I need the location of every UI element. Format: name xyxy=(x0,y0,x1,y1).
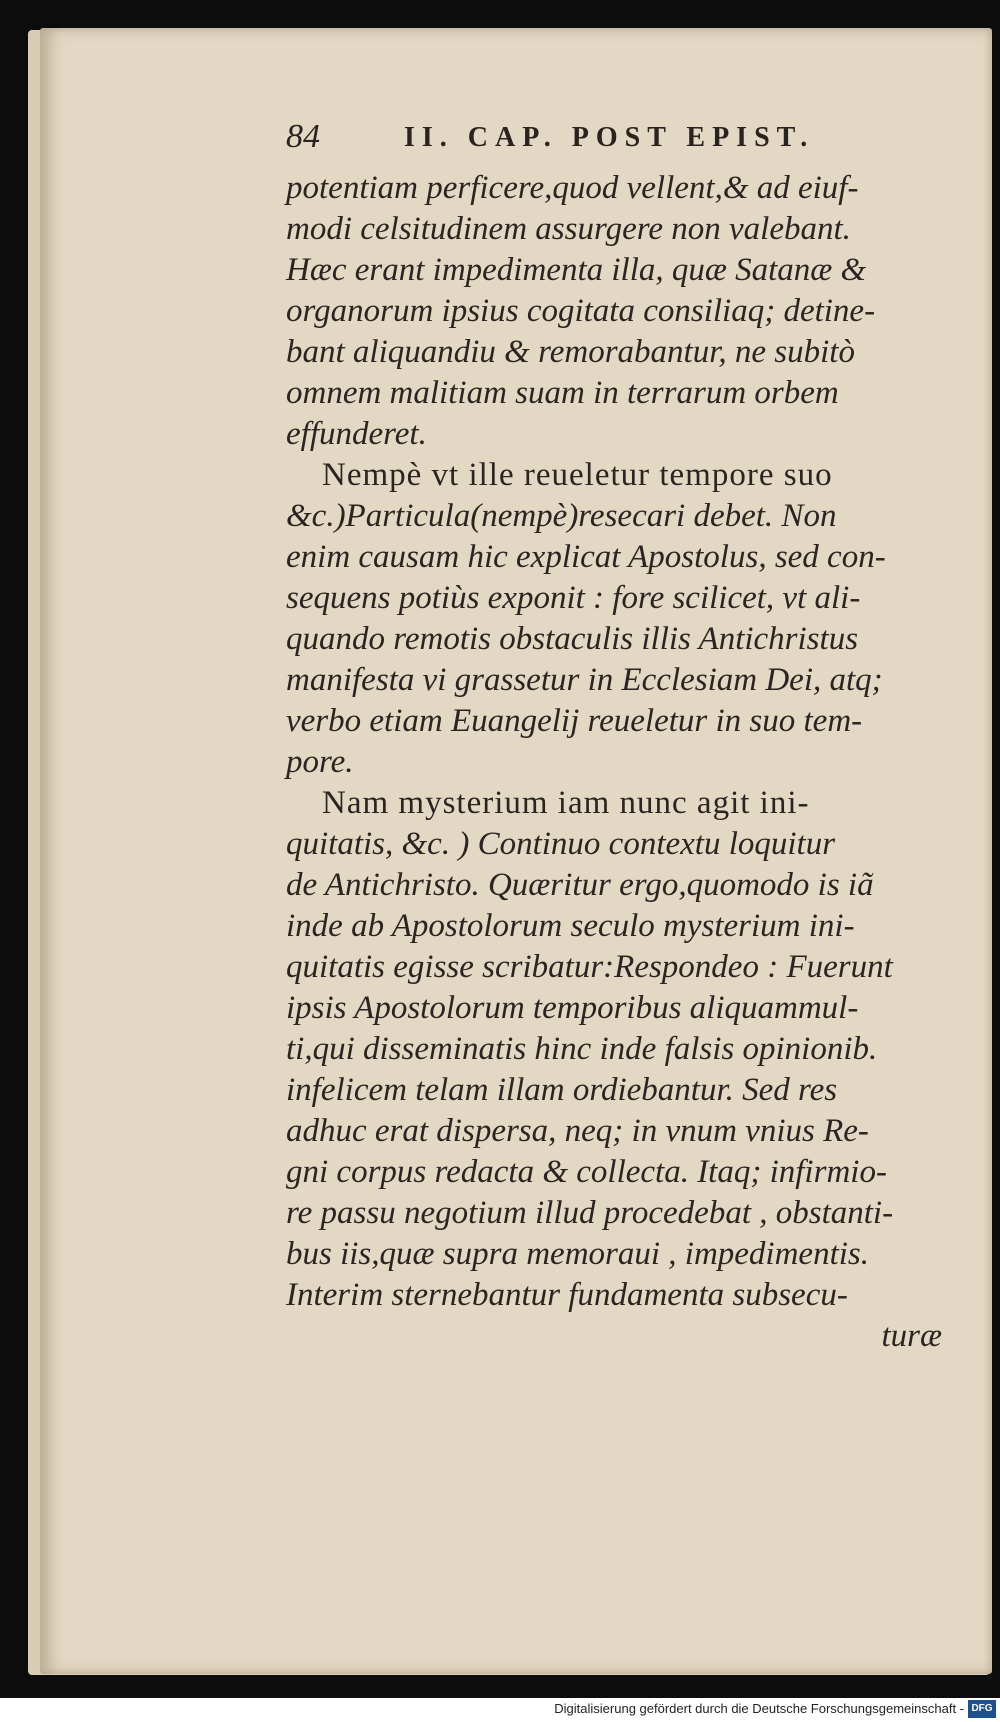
text-line: omnem malitiam suam in terrarum orbem xyxy=(286,375,839,411)
text-line: potentiam perficere,quod vellent,& ad eiuf- xyxy=(286,170,859,206)
text-line: quando remotis obstaculis illis Antichristus xyxy=(286,621,859,657)
text-line: ipsis Apostolorum temporibus aliquammul- xyxy=(286,990,859,1026)
text-line: pore. xyxy=(286,744,354,780)
text-line: modi celsitudinem assurgere non valebant. xyxy=(286,211,851,247)
text-line: manifesta vi grassetur in Ecclesiam Dei, atq; xyxy=(286,662,883,698)
dfg-logo: DFG xyxy=(968,1700,996,1718)
paragraph-lemma-line: Nempè vt ille reueletur tempore suo xyxy=(322,457,833,493)
text-block xyxy=(286,168,956,1357)
funding-credit: Digitalisierung gefördert durch die Deutsche Forschungsgemeinschaft - xyxy=(554,1701,964,1716)
text-line: organorum ipsius cogitata consiliaq; detine- xyxy=(286,293,876,329)
text-line: infelicem telam illam ordiebantur. Sed res xyxy=(286,1072,838,1108)
text-line: effunderet. xyxy=(286,416,427,452)
text-line: enim causam hic explicat Apostolus, sed con- xyxy=(286,539,886,575)
catchword: turæ xyxy=(881,1318,942,1354)
running-head: II. CAP. POST EPIST. xyxy=(404,122,815,153)
text-line: re passu negotium illud procedebat , obstanti- xyxy=(286,1195,894,1231)
text-line: &c.)Particula(nempè)resecari debet. Non xyxy=(286,498,837,534)
text-line: ti,qui disseminatis hinc inde falsis opinionib. xyxy=(286,1031,878,1067)
text-line: Interim sternebantur fundamenta subsecu- xyxy=(286,1277,848,1313)
text-line: bus iis,quæ supra memoraui , impedimentis. xyxy=(286,1236,870,1272)
text-line: Hæc erant impedimenta illa, quæ Satanæ & xyxy=(286,252,867,288)
text-line: inde ab Apostolorum seculo mysterium ini- xyxy=(286,908,855,944)
text-line: quitatis egisse scribatur:Respondeo : Fuerunt xyxy=(286,949,893,985)
digitization-footer xyxy=(0,1698,1000,1722)
text-line: sequens potiùs exponit : fore scilicet, vt ali- xyxy=(286,580,861,616)
page-header xyxy=(286,118,876,168)
text-line: bant aliquandiu & remorabantur, ne subitò xyxy=(286,334,855,370)
text-line: verbo etiam Euangelij reueletur in suo tem- xyxy=(286,703,863,739)
folio-number: 84 xyxy=(286,118,320,155)
text-line: adhuc erat dispersa, neq; in vnum vnius Re- xyxy=(286,1113,869,1149)
text-line: quitatis, &c. ) Continuo contextu loquitur xyxy=(286,826,836,862)
paragraph-lemma-line: Nam mysterium iam nunc agit ini- xyxy=(322,785,810,821)
text-line: de Antichristo. Quæritur ergo,quomodo is iã xyxy=(286,867,874,903)
text-line: gni corpus redacta & collecta. Itaq; infirmio- xyxy=(286,1154,887,1190)
